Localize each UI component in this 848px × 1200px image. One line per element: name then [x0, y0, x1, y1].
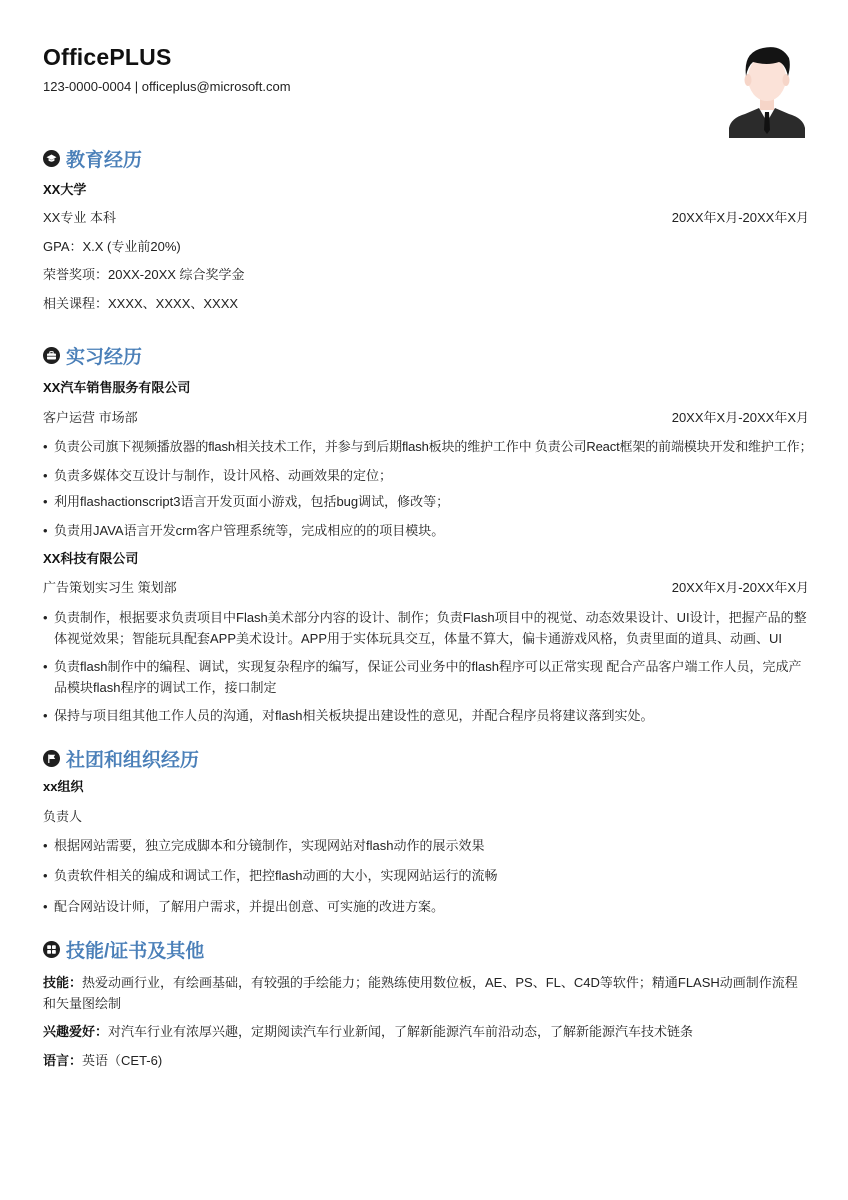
candidate-name: OfficePLUS [43, 44, 172, 70]
section-title: 教育经历 [66, 149, 143, 171]
briefcase-icon [43, 347, 60, 364]
section-internship [43, 342, 142, 368]
list-item: • 根据网站需要，独立完成脚本和分镜制作，实现网站对flash动作的展示效果 [43, 835, 809, 856]
avatar [729, 42, 805, 138]
section-club [43, 745, 199, 771]
job-role: 客户运营 市场部 [43, 410, 138, 425]
list-item: • 负责flash制作中的编程、调试，实现复杂程序的编写，保证公司业务中的flash程序可以正常实现 配合产品客户端工作人员，完成产品模块flash程序的调试工作，接口制定 [43, 656, 809, 698]
hobby-label: 兴趣爱好： [43, 1024, 109, 1039]
section-title: 实习经历 [66, 346, 143, 368]
job-row [43, 578, 809, 598]
education-row [43, 208, 809, 228]
org-name: xx组织 [43, 779, 84, 794]
org-role: 负责人 [43, 809, 83, 824]
hobby-line [43, 1022, 809, 1042]
list-item: • 配合网站设计师，了解用户需求，并提出创意、可实施的改进方案。 [43, 896, 809, 917]
skills-line [43, 972, 803, 1014]
language-text: 英语（CET-6) [82, 1053, 163, 1068]
major-degree: XX专业 本科 [43, 210, 116, 225]
section-skills [43, 936, 204, 962]
language-label: 语言： [43, 1053, 83, 1068]
list-item: • 负责多媒体交互设计与制作，设计风格、动画效果的定位； [43, 465, 809, 486]
courses: 相关课程：XXXX、XXXX、XXXX [43, 296, 239, 311]
language-line [43, 1051, 809, 1071]
honors: 荣誉奖项：20XX-20XX 综合奖学金 [43, 267, 245, 282]
job-role: 广告策划实习生 策划部 [43, 580, 177, 595]
school-name: XX大学 [43, 182, 87, 197]
hobby-text: 对汽车行业有浓厚兴趣，定期阅读汽车行业新闻，了解新能源汽车前沿动态，了解新能源汽车技术链条 [108, 1024, 694, 1039]
list-item: • 负责公司旗下视频播放器的flash相关技术工作，并参与到后期flash板块的维护工作中 负责公司React框架的前端模块开发和维护工作； [43, 436, 809, 457]
job-row [43, 408, 809, 428]
contact-info: 123-0000-0004 | officeplus@microsoft.com [43, 79, 291, 94]
company-name: XX汽车销售服务有限公司 [43, 380, 191, 395]
grid-icon [43, 941, 60, 958]
graduation-cap-icon [43, 150, 60, 167]
skills-label: 技能： [43, 975, 83, 990]
company-name: XX科技有限公司 [43, 551, 139, 566]
skills-text: 热爱动画行业，有绘画基础，有较强的手绘能力；能熟练使用数位板，AE、PS、FL、C4D等软件；精通FLASH动画制作流程和矢量图绘制 [43, 975, 798, 1011]
job-date: 20XX年X月-20XX年X月 [671, 580, 809, 595]
education-date: 20XX年X月-20XX年X月 [671, 210, 809, 225]
section-title: 社团和组织经历 [66, 749, 200, 771]
flag-icon [43, 750, 60, 767]
list-item: • 负责用JAVA语言开发crm客户管理系统等，完成相应的的项目模块。 [43, 520, 809, 541]
list-item: • 利用flashactionscript3语言开发页面小游戏，包括bug调试，修改等； [43, 491, 809, 512]
list-item: • 保持与项目组其他工作人员的沟通，对flash相关板块提出建设性的意见，并配合程序员将建议落到实处。 [43, 705, 809, 726]
list-item: • 负责制作，根据要求负责项目中Flash美术部分内容的设计、制作；负责Flash项目中的视觉、动态效果设计、UI设计，把握产品的整体视觉效果；智能玩具配套APP美术设计。APP用于实体玩具交互，体量不算大，偏卡通游戏风格，负责里面的道具、动画、UI [43, 607, 809, 649]
gpa: GPA：X.X (专业前20%) [43, 239, 181, 254]
section-education [43, 145, 142, 171]
section-title: 技能/证书及其他 [66, 940, 205, 962]
job-date: 20XX年X月-20XX年X月 [671, 410, 809, 425]
list-item: • 负责软件相关的编成和调试工作，把控flash动画的大小，实现网站运行的流畅 [43, 865, 809, 886]
